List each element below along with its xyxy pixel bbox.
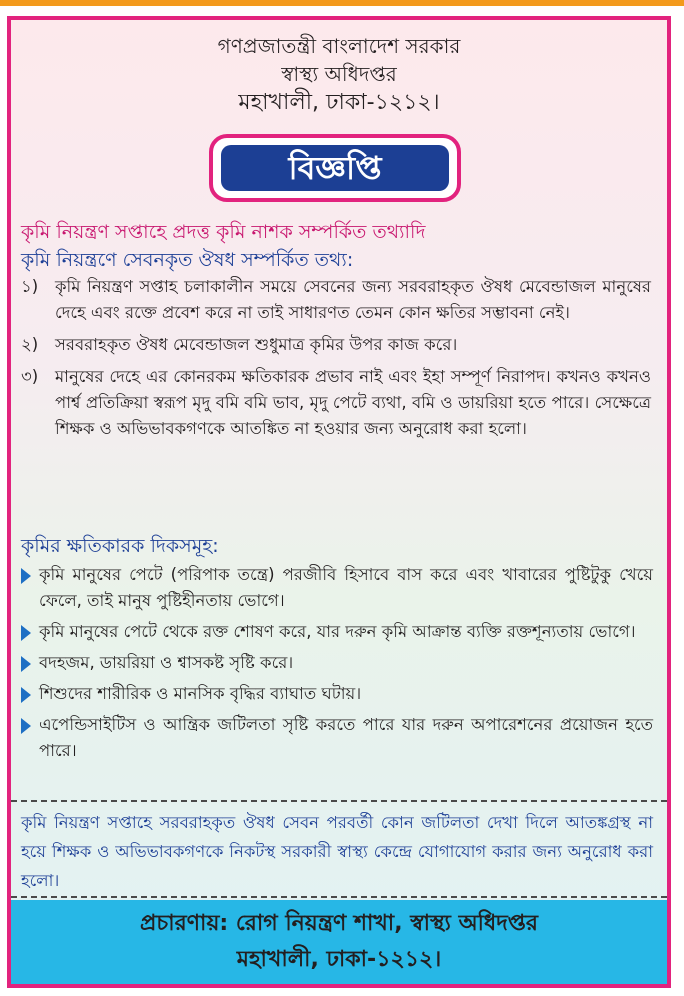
notice-poster — [7, 16, 671, 988]
triangle-bullet-icon — [21, 687, 31, 703]
item-text: শিশুদের শারীরিক ও মানসিক বৃদ্ধির ব্যাঘাত ঘটায়। — [39, 684, 362, 703]
list-item — [21, 619, 653, 645]
item-number: ১) — [21, 277, 39, 296]
item-number: ৩) — [21, 367, 39, 386]
item-text: বদহজম, ডায়রিয়া ও শ্বাসকষ্ট সৃষ্টি করে। — [39, 653, 294, 672]
badge-border — [209, 134, 461, 202]
list-item — [21, 332, 651, 358]
section-heading-harmful-effects: কৃমির ক্ষতিকারক দিকসমূহ: — [21, 535, 219, 557]
item-number: ২) — [21, 335, 39, 354]
footer-banner — [11, 900, 667, 984]
item-text: কৃমি মানুষের পেটে (পরিপাক তন্ত্রে) পরজীবি হিসাবে বাস করে এবং খাবারের পুষ্টিটুকু খেয়ে ফেলে, তাই মানুষ পুষ্টিহীনতায় ভোগে। — [39, 565, 653, 610]
list-item — [21, 712, 653, 764]
dashed-divider — [11, 800, 667, 802]
triangle-bullet-icon — [21, 656, 31, 672]
advisory-note: কৃমি নিয়ন্ত্রণ সপ্তাহে সরবরাহকৃত ঔষধ সেবন পরবর্তী কোন জটিলতা দেখা দিলে আতঙ্কগ্রস্থ না হয়ে শিক্ষক ও অভিভাবকগণকে নিকটস্থ সরকারী স্বাস্থ্য কেন্দ্রে যোগাযোগ করার জন্য অনুরোধ করা হলো। — [21, 813, 653, 890]
triangle-bullet-icon — [21, 718, 31, 734]
top-accent-bar — [0, 0, 684, 6]
bullet-list — [21, 562, 653, 769]
section-heading-medicine-info: কৃমি নিয়ন্ত্রণে সেবনকৃত ঔষধ সম্পর্কিত তথ্য: — [21, 249, 354, 271]
footer-publisher: প্রচারণায়: রোগ নিয়ন্ত্রণ শাখা, স্বাস্থ্য অধিদপ্তর — [139, 911, 538, 936]
item-text: কৃমি মানুষের পেটে থেকে রক্ত শোষণ করে, যার দরুন কৃমি আক্রান্ত ব্যক্তি রক্তশূন্যতায় ভোগে। — [39, 622, 636, 641]
item-text: এপেন্ডিসাইটিস ও আন্ত্রিক জটিলতা সৃষ্টি করতে পারে যার দরুন অপারেশনের প্রয়োজন হতে পারে। — [39, 715, 653, 760]
notice-badge — [209, 134, 469, 210]
government-title: গণপ্রজাতন্ত্রী বাংলাদেশ সরকার — [217, 34, 461, 58]
address-line: মহাখালী, ঢাকা-১২১২। — [238, 90, 440, 115]
header-block — [11, 32, 667, 118]
item-text: সরবরাহকৃত ঔষধ মেবেন্ডাজল শুধুমাত্র কৃমির উপর কাজ করে। — [55, 335, 458, 354]
list-item — [21, 364, 651, 442]
triangle-bullet-icon — [21, 568, 31, 584]
item-text: কৃমি নিয়ন্ত্রণ সপ্তাহ চলাকালীন সময়ে সেবনের জন্য সরবরাহকৃত ঔষধ মেবেন্ডাজল মানুষের দেহে এবং রক্তে প্রবেশ করে না তাই সাধারণত তেমন কোন ক্ষতির সম্ভাবনা নেই। — [55, 277, 651, 322]
list-item — [21, 681, 653, 707]
department-title: স্বাস্থ্য অধিদপ্তর — [281, 62, 397, 86]
footer-address: মহাখালী, ঢাকা-১২১২। — [236, 947, 442, 972]
list-item — [21, 562, 653, 614]
badge-title: বিজ্ঞপ্তি — [221, 145, 449, 191]
subtitle: কৃমি নিয়ন্ত্রণ সপ্তাহে প্রদত্ত কৃমি নাশক সম্পর্কিত তথ্যাদি — [21, 221, 426, 243]
list-item — [21, 650, 653, 676]
triangle-bullet-icon — [21, 625, 31, 641]
list-item — [21, 274, 651, 326]
numbered-list — [21, 274, 651, 448]
item-text: মানুষের দেহে এর কোনরকম ক্ষতিকারক প্রভাব নাই এবং ইহা সম্পূর্ণ নিরাপদ। কখনও কখনও পার্শ্ব প্রতিক্রিয়া স্বরূপ মৃদু বমি বমি ভাব, মৃদু পেটে ব্যথা, বমি ও ডায়রিয়া হতে পারে। সেক্ষেত্রে শিক্ষক ও অভিভাবকগণকে আতঙ্কিত না হওয়ার জন্য অনুরোধ করা হলো। — [55, 367, 651, 438]
dashed-divider — [11, 896, 667, 898]
